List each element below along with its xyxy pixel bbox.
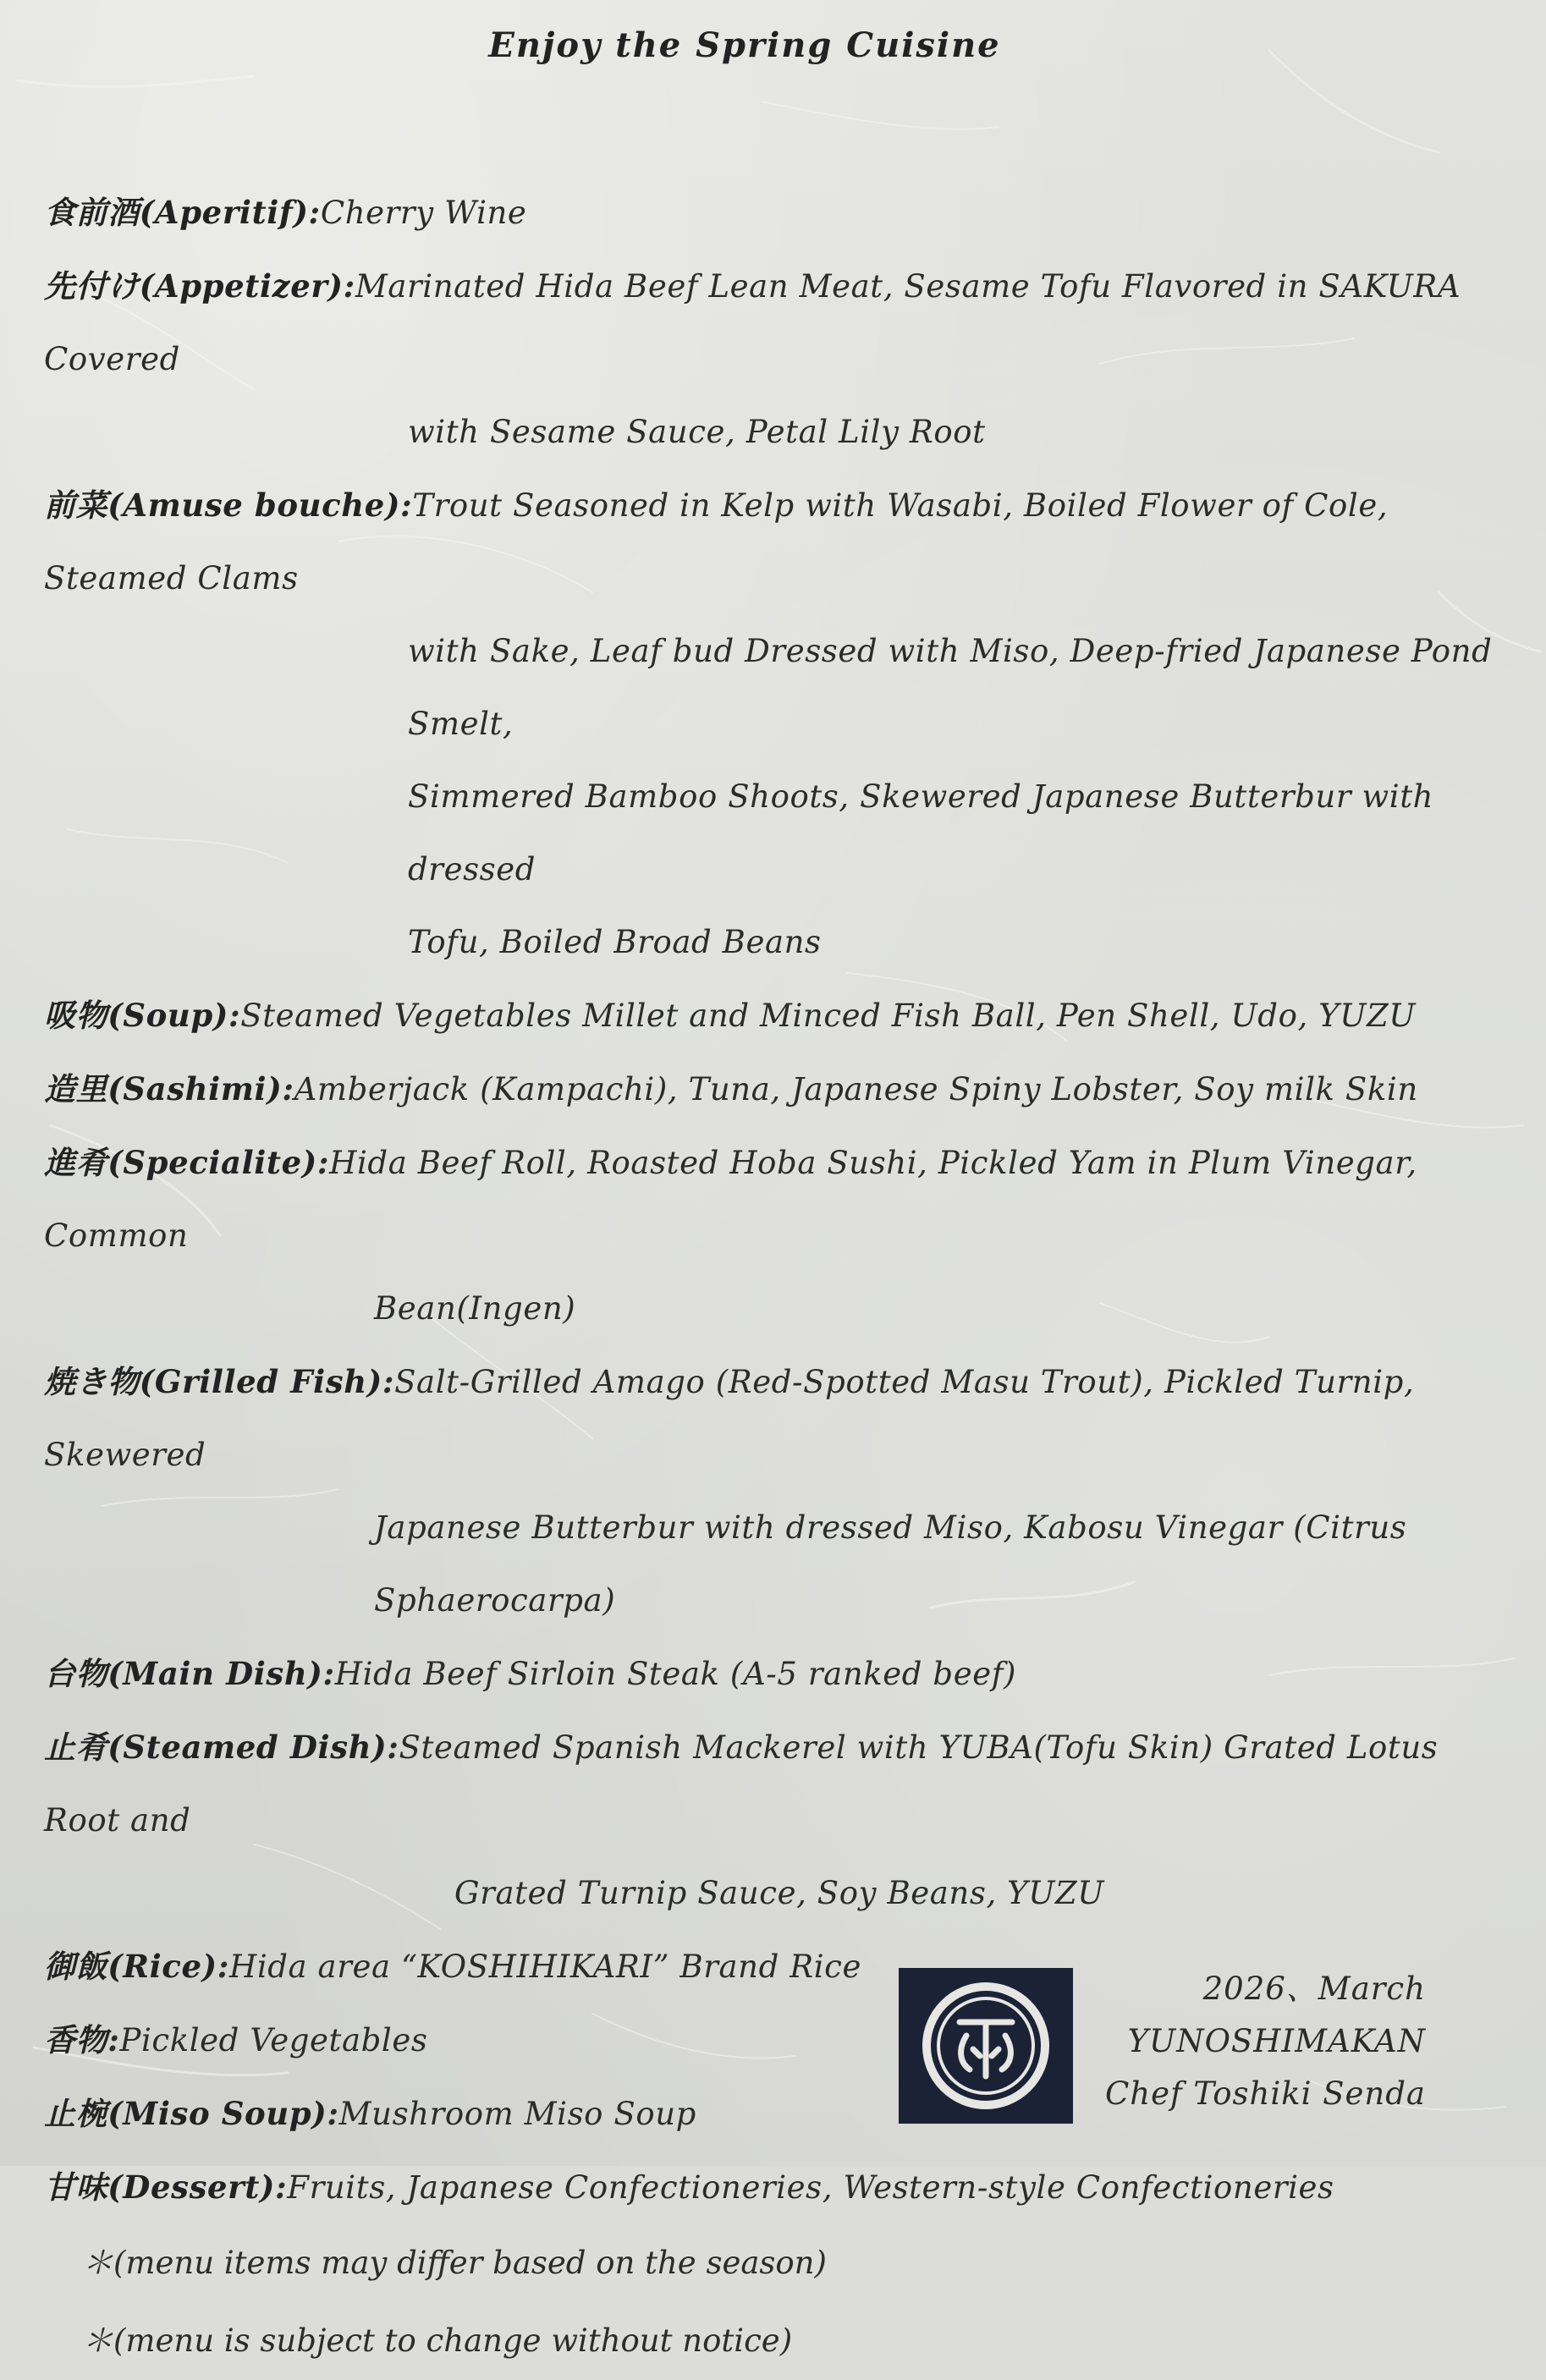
course-dishes: Hida Beef Roll, Roasted Hoba Sushi, Pickled Yam in Plum Vinegar, Common — [44, 1145, 1417, 1254]
course-continuation-line: Simmered Bamboo Shoots, Skewered Japanese Butterbur with dressed — [408, 778, 1434, 888]
course-dishes: Hida Beef Sirloin Steak (A-5 ranked beef) — [334, 1656, 1017, 1692]
course-label: 食前酒(Aperitif) — [44, 194, 309, 231]
course-label: 香物 — [44, 2021, 108, 2058]
course-continuation-line: Bean(Ingen) — [374, 1290, 576, 1327]
course-first-line — [44, 469, 1499, 615]
course-separator: : — [343, 267, 355, 305]
footer-date: 2026、March — [1202, 1971, 1426, 2007]
course-item — [44, 2151, 1499, 2224]
course-dishes: Amberjack (Kampachi), Tuna, Japanese Spiny Lobster, Soy milk Skin — [294, 1071, 1418, 1108]
course-separator: : — [107, 2021, 120, 2058]
course-item — [44, 1711, 1499, 1930]
course-dishes: Steamed Vegetables Millet and Minced Fish Ball, Pen Shell, Udo, YUZU — [240, 998, 1417, 1034]
course-label: 焼き物(Grilled Fish) — [44, 1363, 382, 1400]
course-item — [44, 176, 1499, 250]
course-dishes: Hida area “KOSHIHIKARI” Brand Rice — [228, 1949, 861, 1985]
course-first-line — [44, 1053, 1499, 1126]
course-separator: : — [400, 486, 413, 524]
course-continuation-line: Sphaerocarpa) — [374, 1582, 616, 1619]
menu-footer — [1105, 1963, 1426, 2120]
menu-note: ＊(menu is subject to change without notice) — [82, 2322, 793, 2359]
crest-icon — [899, 1968, 1073, 2124]
course-item — [44, 1053, 1499, 1126]
course-dishes: Steamed Spanish Mackerel with YUBA(Tofu Skin) Grated Lotus Root and — [44, 1729, 1439, 1839]
course-label: 止肴(Steamed Dish) — [44, 1729, 388, 1766]
course-label: 造里(Sashimi) — [44, 1070, 283, 1108]
course-label: 進肴(Specialite) — [44, 1144, 317, 1181]
course-first-line — [44, 1345, 1499, 1492]
footer-restaurant: YUNOSHIMAKAN — [1127, 2023, 1426, 2059]
course-label: 前菜(Amuse bouche) — [44, 486, 401, 524]
menu-note: ＊(menu items may differ based on the season) — [82, 2245, 827, 2281]
course-separator: : — [275, 2168, 288, 2206]
course-separator: : — [217, 1948, 229, 1985]
course-label: 甘味(Dessert) — [44, 2168, 276, 2206]
course-dishes: Pickled Vegetables — [119, 2022, 428, 2058]
course-dishes: Mushroom Miso Soup — [338, 2096, 696, 2132]
course-continuation-line: Grated Turnip Sauce, Soy Beans, YUZU — [454, 1875, 1105, 1911]
course-item — [44, 1637, 1499, 1711]
course-first-line — [44, 1126, 1499, 1272]
course-first-line — [44, 979, 1499, 1053]
course-continuation-line: with Sesame Sauce, Petal Lily Root — [408, 414, 986, 450]
course-label: 台物(Main Dish) — [44, 1655, 323, 1692]
course-continuation-line: Tofu, Boiled Broad Beans — [408, 924, 822, 960]
course-item — [44, 469, 1499, 979]
course-separator: : — [327, 2095, 339, 2132]
course-separator: : — [228, 997, 241, 1034]
course-dishes: Fruits, Japanese Confectioneries, Western-style Confectioneries — [287, 2169, 1334, 2206]
course-first-line — [44, 176, 1499, 250]
course-separator: : — [387, 1729, 399, 1766]
course-label: 御飯(Rice) — [44, 1948, 217, 1985]
course-separator: : — [308, 194, 321, 231]
course-continuation-line: with Sake, Leaf bud Dressed with Miso, Deep-fried Japanese Pond Smelt, — [408, 633, 1493, 742]
course-continuation-line: Japanese Butterbur with dressed Miso, Kabosu Vinegar (Citrus — [374, 1509, 1407, 1546]
course-separator: : — [382, 1363, 395, 1400]
restaurant-logo — [899, 1968, 1073, 2124]
course-item — [44, 1345, 1499, 1637]
course-separator: : — [316, 1144, 330, 1181]
course-first-line — [44, 250, 1499, 396]
course-separator: : — [282, 1070, 294, 1108]
footer-chef: Chef Toshiki Senda — [1104, 2075, 1426, 2112]
course-dishes: Marinated Hida Beef Lean Meat, Sesame Tofu Flavored in SAKURA Covered — [44, 268, 1461, 377]
course-item — [44, 250, 1499, 469]
course-first-line — [44, 2151, 1499, 2224]
menu-title: Enjoy the Spring Cuisine — [488, 25, 1001, 65]
course-dishes: Trout Seasoned in Kelp with Wasabi, Boiled Flower of Cole, Steamed Clams — [44, 487, 1389, 596]
course-item — [44, 979, 1499, 1053]
course-dishes: Salt-Grilled Amago (Red-Spotted Masu Trout), Pickled Turnip, Skewered — [44, 1364, 1415, 1473]
course-item — [44, 1126, 1499, 1345]
course-separator: : — [322, 1655, 335, 1692]
course-label: 先付け(Appetizer) — [44, 267, 344, 305]
course-label: 止椀(Miso Soup) — [44, 2095, 327, 2132]
course-first-line — [44, 1711, 1499, 1857]
course-first-line — [44, 1637, 1499, 1711]
course-label: 吸物(Soup) — [44, 997, 228, 1034]
course-dishes: Cherry Wine — [320, 195, 527, 231]
